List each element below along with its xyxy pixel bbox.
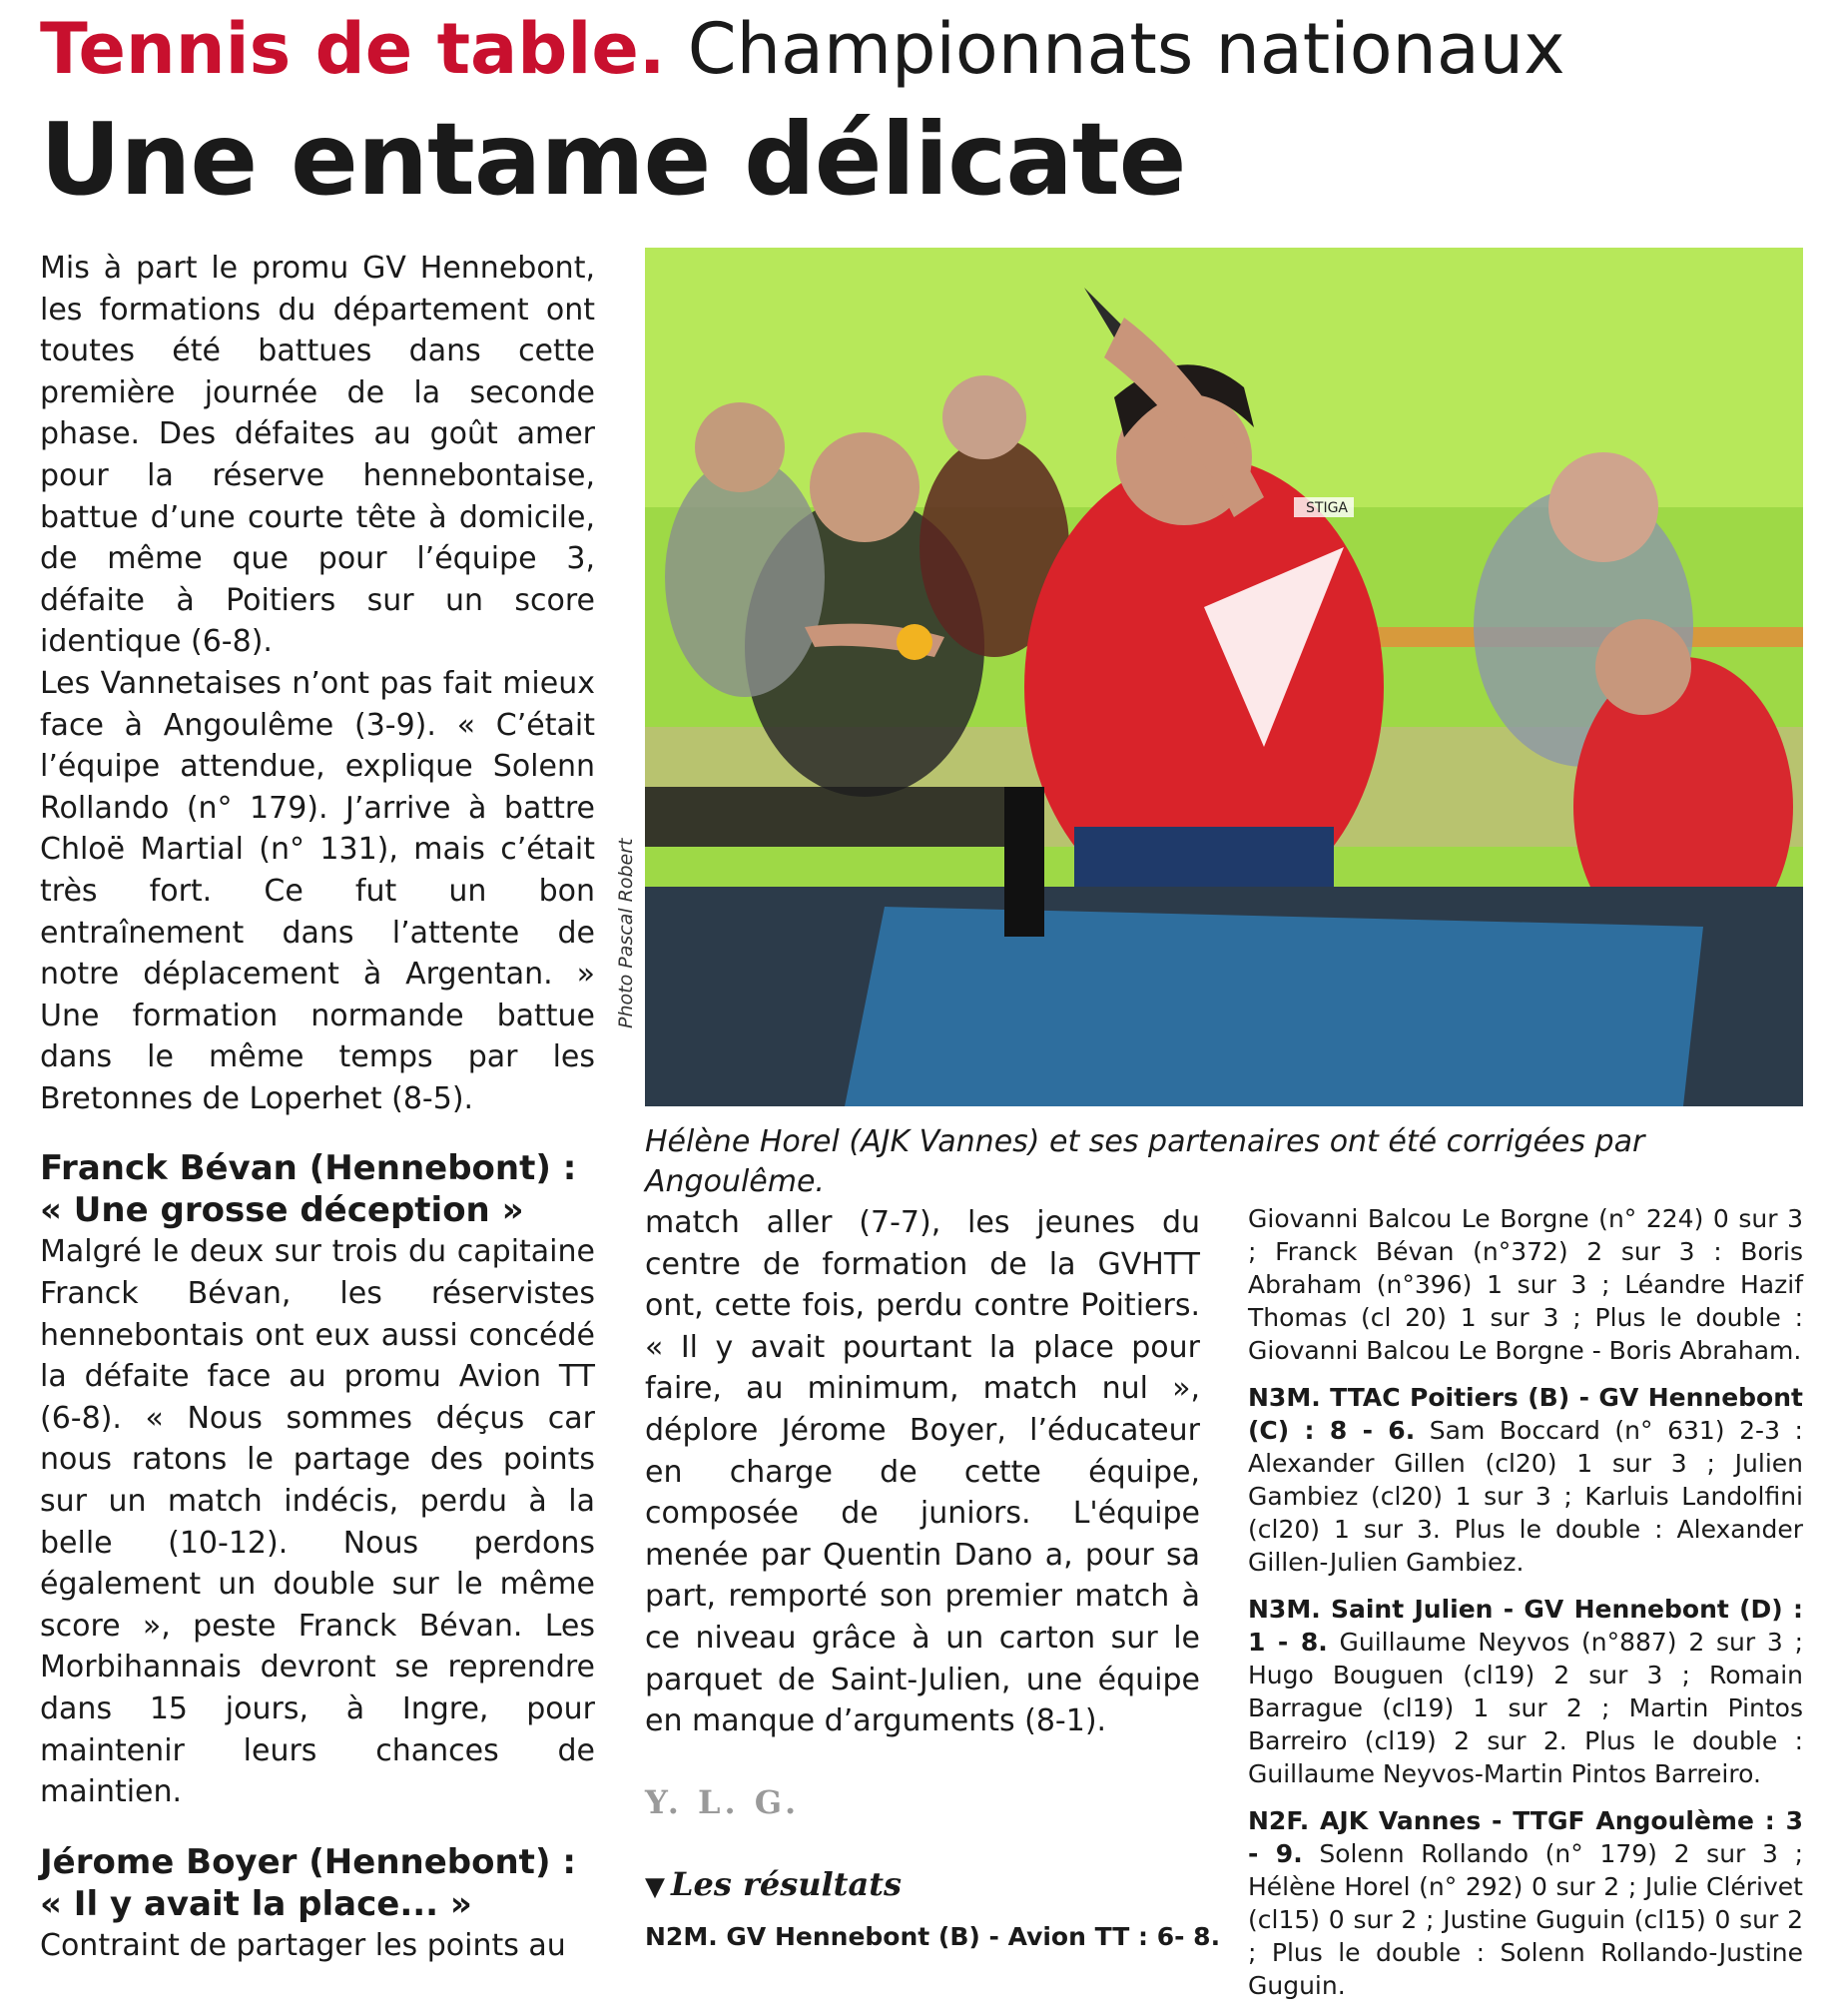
result-3-heading: N3M. Saint Julien - GV Hennebont (D) : 1 - 8. <box>1248 1595 1803 1657</box>
article-headline: Une entame délicate <box>40 101 1186 218</box>
result-2 <box>1248 1381 1803 1579</box>
triangle-down-icon: ▼ <box>645 1872 665 1902</box>
photo-caption: Hélène Horel (AJK Vannes) et ses partenaires ont été corrigées par Angoulême. <box>645 1124 1645 1199</box>
result-4-text: Solenn Rollando (n° 179) 2 sur 3 ; Hélène Horel (n° 292) 0 sur 2 ; Julie Clérivet (cl15) 0 sur 2 ; Justine Guguin (cl15) 0 sur 2 ; Plus le double : Solenn Rollando-Justine Guguin. <box>1248 1839 1803 2000</box>
intro-paragraph-2: Les Vannetaises n’ont pas fait mieux face à Angoulême (3-9). « C’était l’équipe attendue, explique Solenn Rollando (n° 179). J’arrive à battre Chloë Martial (n° 131), mais c’était très fort. Ce fut un bon entraînement dans l’attente de notre déplacement à Argentan. » Une formation normande battue dans le même temps par les Bretonnes de Loperhet (8-5). <box>40 665 595 1116</box>
article-column-1 <box>40 248 595 1966</box>
section-sublabel: Championnats nationaux <box>687 8 1565 90</box>
section-label: Tennis de table. <box>40 8 666 90</box>
subheading-bevan: Franck Bévan (Hennebont) : « Une grosse déception » <box>40 1148 577 1231</box>
result-2-heading: N3M. TTAC Poitiers (B) - GV Hennebont (C) : 8 - 6. <box>1248 1383 1803 1445</box>
article-column-2 <box>645 1202 1200 1742</box>
results-title-text: Les résultats <box>671 1865 902 1903</box>
result-3 <box>1248 1593 1803 1790</box>
boyer-paragraph-continued: match aller (7-7), les jeunes du centre de formation de la GVHTT ont, cette fois, perdu contre Poitiers. « Il y avait pourtant la place pour faire, au minimum, match nul », déplore Jérome Boyer, l’éducateur en charge de cette équipe, composée de juniors. L'équipe menée par Quentin Dano a, pour sa part, remporté son premier match à ce niveau grâce à un carton sur le parquet de Saint-Julien, une équipe en manque d’arguments (8-1). <box>645 1205 1200 1739</box>
author-signature: Y. L. G. <box>645 1783 801 1821</box>
result-1-text: Giovanni Balcou Le Borgne (n° 224) 0 sur 3 ; Franck Bévan (n°372) 2 sur 3 : Boris Abraham (n°396) 1 sur 3 ; Léandre Hazif Thomas (cl 20) 1 sur 3 ; Plus le double : Giovanni Balcou Le Borgne - Boris Abraham. <box>1248 1204 1803 1365</box>
intro-paragraph-1: Mis à part le promu GV Hennebont, les formations du département ont toutes été battues dans cette première journée de la seconde phase. Des défaites au goût amer pour la réserve hennebontaise, battue d’une courte tête à domicile, de même que pour l’équipe 3, défaite à Poitiers sur un score identique (6-8). <box>40 251 595 660</box>
result-4-heading: N2F. AJK Vannes - TTGF Angoulème : 3 - 9. <box>1248 1806 1803 1868</box>
result-3-text: Guillaume Neyvos (n°887) 2 sur 3 ; Hugo Bouguen (cl19) 2 sur 3 ; Romain Barrague (cl19) 1 sur 2 ; Martin Pintos Barreiro (cl19) 2 sur 2. Plus le double : Guillaume Neyvos-Martin Pintos Barreiro. <box>1248 1628 1804 1788</box>
subheading-boyer: Jérome Boyer (Hennebont) : « Il y avait la place... » <box>40 1841 576 1924</box>
result-1-heading: N2M. GV Hennebont (B) - Avion TT : 6- 8. <box>645 1922 1221 1951</box>
article-photo <box>645 248 1803 1106</box>
table-tennis-player-illustration <box>645 248 1803 1106</box>
result-4 <box>1248 1804 1803 2002</box>
photo-credit: Photo Pascal Robert <box>615 838 637 1028</box>
article-kicker <box>40 4 1565 94</box>
boyer-paragraph-start: Contraint de partager les points au <box>40 1927 566 1963</box>
shirt-text: STIGA <box>1306 500 1348 516</box>
results-title <box>645 1865 902 1903</box>
results-column <box>1248 1202 1803 2016</box>
bevan-paragraph: Malgré le deux sur trois du capitaine Franck Bévan, les réservistes hennebontais ont eux aussi concédé la défaite face au promu Avion TT (6-8). « Nous sommes déçus car nous ratons le partage des points sur un match indécis, perdu à la belle (10-12). Nous perdons également un double sur le même score », peste Franck Bévan. Les Morbihannais devront se reprendre dans 15 jours, à Ingre, pour maintenir leurs chances de maintien. <box>40 1234 595 1810</box>
result-2-text: Sam Boccard (n° 631) 2-3 : Alexander Gillen (cl20) 1 sur 3 ; Julien Gambiez (cl20) 1 sur 3 ; Karluis Landolfini (cl20) 1 sur 3. Plus le double : Alexander Gillen-Julien Gambiez. <box>1248 1416 1803 1577</box>
